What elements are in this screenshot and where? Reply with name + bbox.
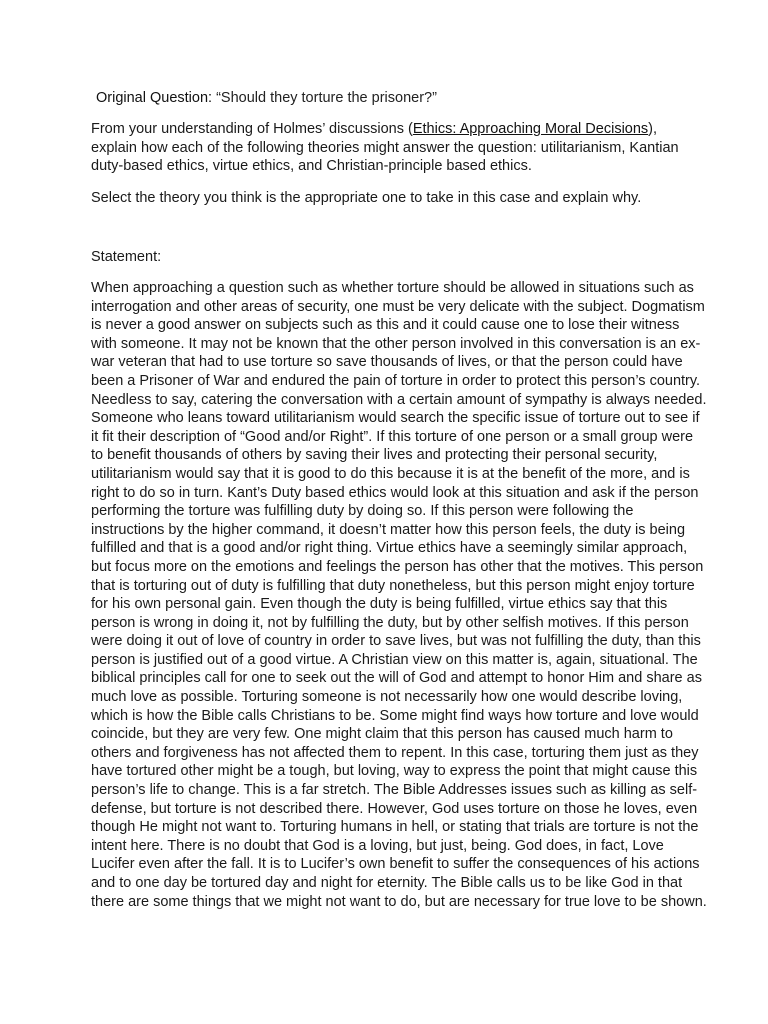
statement-line: others and forgiveness has not affected them to repent. In this case, torturing them just as they xyxy=(91,744,699,761)
statement-line: biblical principles call for one to seek out the will of God and attempt to honor Him and share as xyxy=(91,670,702,687)
prompt-line-1 xyxy=(91,120,691,139)
statement-line: defense, but torture is not described there. However, God uses torture on those he loves, even xyxy=(91,800,698,817)
statement-heading: Statement: xyxy=(91,249,162,265)
statement-line: and to one day be tortured day and night for eternity. The Bible calls us to be like God in that xyxy=(91,875,683,891)
statement-line: intent here. There is no doubt that God is a loving, but just, being. God does, in fact, Love xyxy=(91,837,664,854)
statement-line: been a Prisoner of War and endured the pain of torture in order to protect this person’s country. xyxy=(91,372,701,389)
statement-line: much love as possible. Torturing someone is not necessarily how one would describe loving, xyxy=(91,689,683,706)
prompt-line-1-end: ), xyxy=(648,121,658,137)
original-question xyxy=(96,88,437,108)
prompt-line-1-start: From your understanding of Holmes’ discussions ( xyxy=(91,121,413,137)
statement-line: coincide, but they are very few. One might claim that this person has caused much harm to xyxy=(91,726,673,743)
statement-line: person is justified out of a good virtue. A Christian view on this matter is, again, situational. The xyxy=(91,651,698,668)
reference-link[interactable]: Ethics: Approaching Moral Decisions xyxy=(412,121,649,137)
prompt-line-3: duty-based ethics, virtue ethics, and Christian-principle based ethics. xyxy=(91,158,532,174)
statement-line: fulfilled and that is a good and/or right thing. Virtue ethics have a seemingly similar approach, xyxy=(91,540,688,557)
statement-line: war veteran that had to use torture so save thousands of lives, or that the person could have xyxy=(91,354,683,371)
statement-line: right to do so in turn. Kant’s Duty based ethics would look at this situation and ask if the person xyxy=(91,484,699,501)
statement-line: person’s life to change. This is a far stretch. The Bible Addresses issues such as killing as self- xyxy=(91,782,698,799)
statement-line: is never a good answer on subjects such as this and it could cause one to lose their witness xyxy=(91,317,680,334)
statement-line: that is torturing out of duty is fulfilling that duty nonetheless, but this person might enjoy torture xyxy=(91,577,695,594)
statement-line: there are some things that we might not want to do, but are necessary for true love to be shown. xyxy=(91,893,707,910)
statement-line: but focus more on the emotions and feelings the person has other that the motives. This person xyxy=(91,558,704,575)
statement-line: interrogation and other areas of security, one must be very delicate with the subject. Dogmatism xyxy=(91,298,705,315)
statement-line: instructions by the higher command, it doesn’t matter how this person feels, the duty is being xyxy=(91,521,686,538)
statement-line: for his own personal gain. Even though the duty is being fulfilled, virtue ethics say that this xyxy=(91,596,668,613)
assignment-prompt xyxy=(91,120,691,176)
statement-line: person is wrong in doing it, not by fulfilling the duty, but by other selfish motives. If this person xyxy=(91,614,689,631)
question-label: Original Question: xyxy=(96,90,213,106)
statement-line: which is how the Bible calls Christians to be. Some might find ways how torture and love would xyxy=(91,707,699,724)
statement-line: were doing it out of love of country in order to save lives, but was not fulfilling the duty, than this xyxy=(91,633,701,650)
statement-line: performing the torture was fulfilling duty by doing so. If this person were following the xyxy=(91,503,634,520)
statement-line: Needless to say, catering the conversation with a certain amount of sympathy is always needed. xyxy=(91,391,707,408)
statement-line: utilitarianism would say that it is good to do this because it is at the benefit of the more, and is xyxy=(91,465,690,482)
question-text: “Should they torture the prisoner?” xyxy=(212,90,437,106)
statement-line: it fit their description of “Good and/or Right”. If this torture of one person or a small group were xyxy=(91,428,694,445)
select-instruction: Select the theory you think is the appropriate one to take in this case and explain why. xyxy=(91,190,642,206)
statement-line: When approaching a question such as whether torture should be allowed in situations such as xyxy=(91,280,694,296)
prompt-line-2: explain how each of the following theories might answer the question: utilitarianism, Kantian xyxy=(91,139,679,156)
statement-line: though He might not want to. Torturing humans in hell, or stating that trials are torture is not the xyxy=(91,819,699,836)
statement-line: with someone. It may not be known that the other person involved in this conversation is an ex- xyxy=(91,335,701,352)
statement-line: have tortured other might be a tough, but loving, way to express the point that might cause this xyxy=(91,763,698,780)
statement-body xyxy=(91,279,707,911)
statement-line: Lucifer even after the fall. It is to Lucifer’s own benefit to suffer the consequences of his actions xyxy=(91,856,700,873)
statement-line: to benefit thousands of others by saving their lives and protecting their personal security, xyxy=(91,447,658,464)
statement-line: Someone who leans toward utilitarianism would search the specific issue of torture out to see if xyxy=(91,410,700,427)
